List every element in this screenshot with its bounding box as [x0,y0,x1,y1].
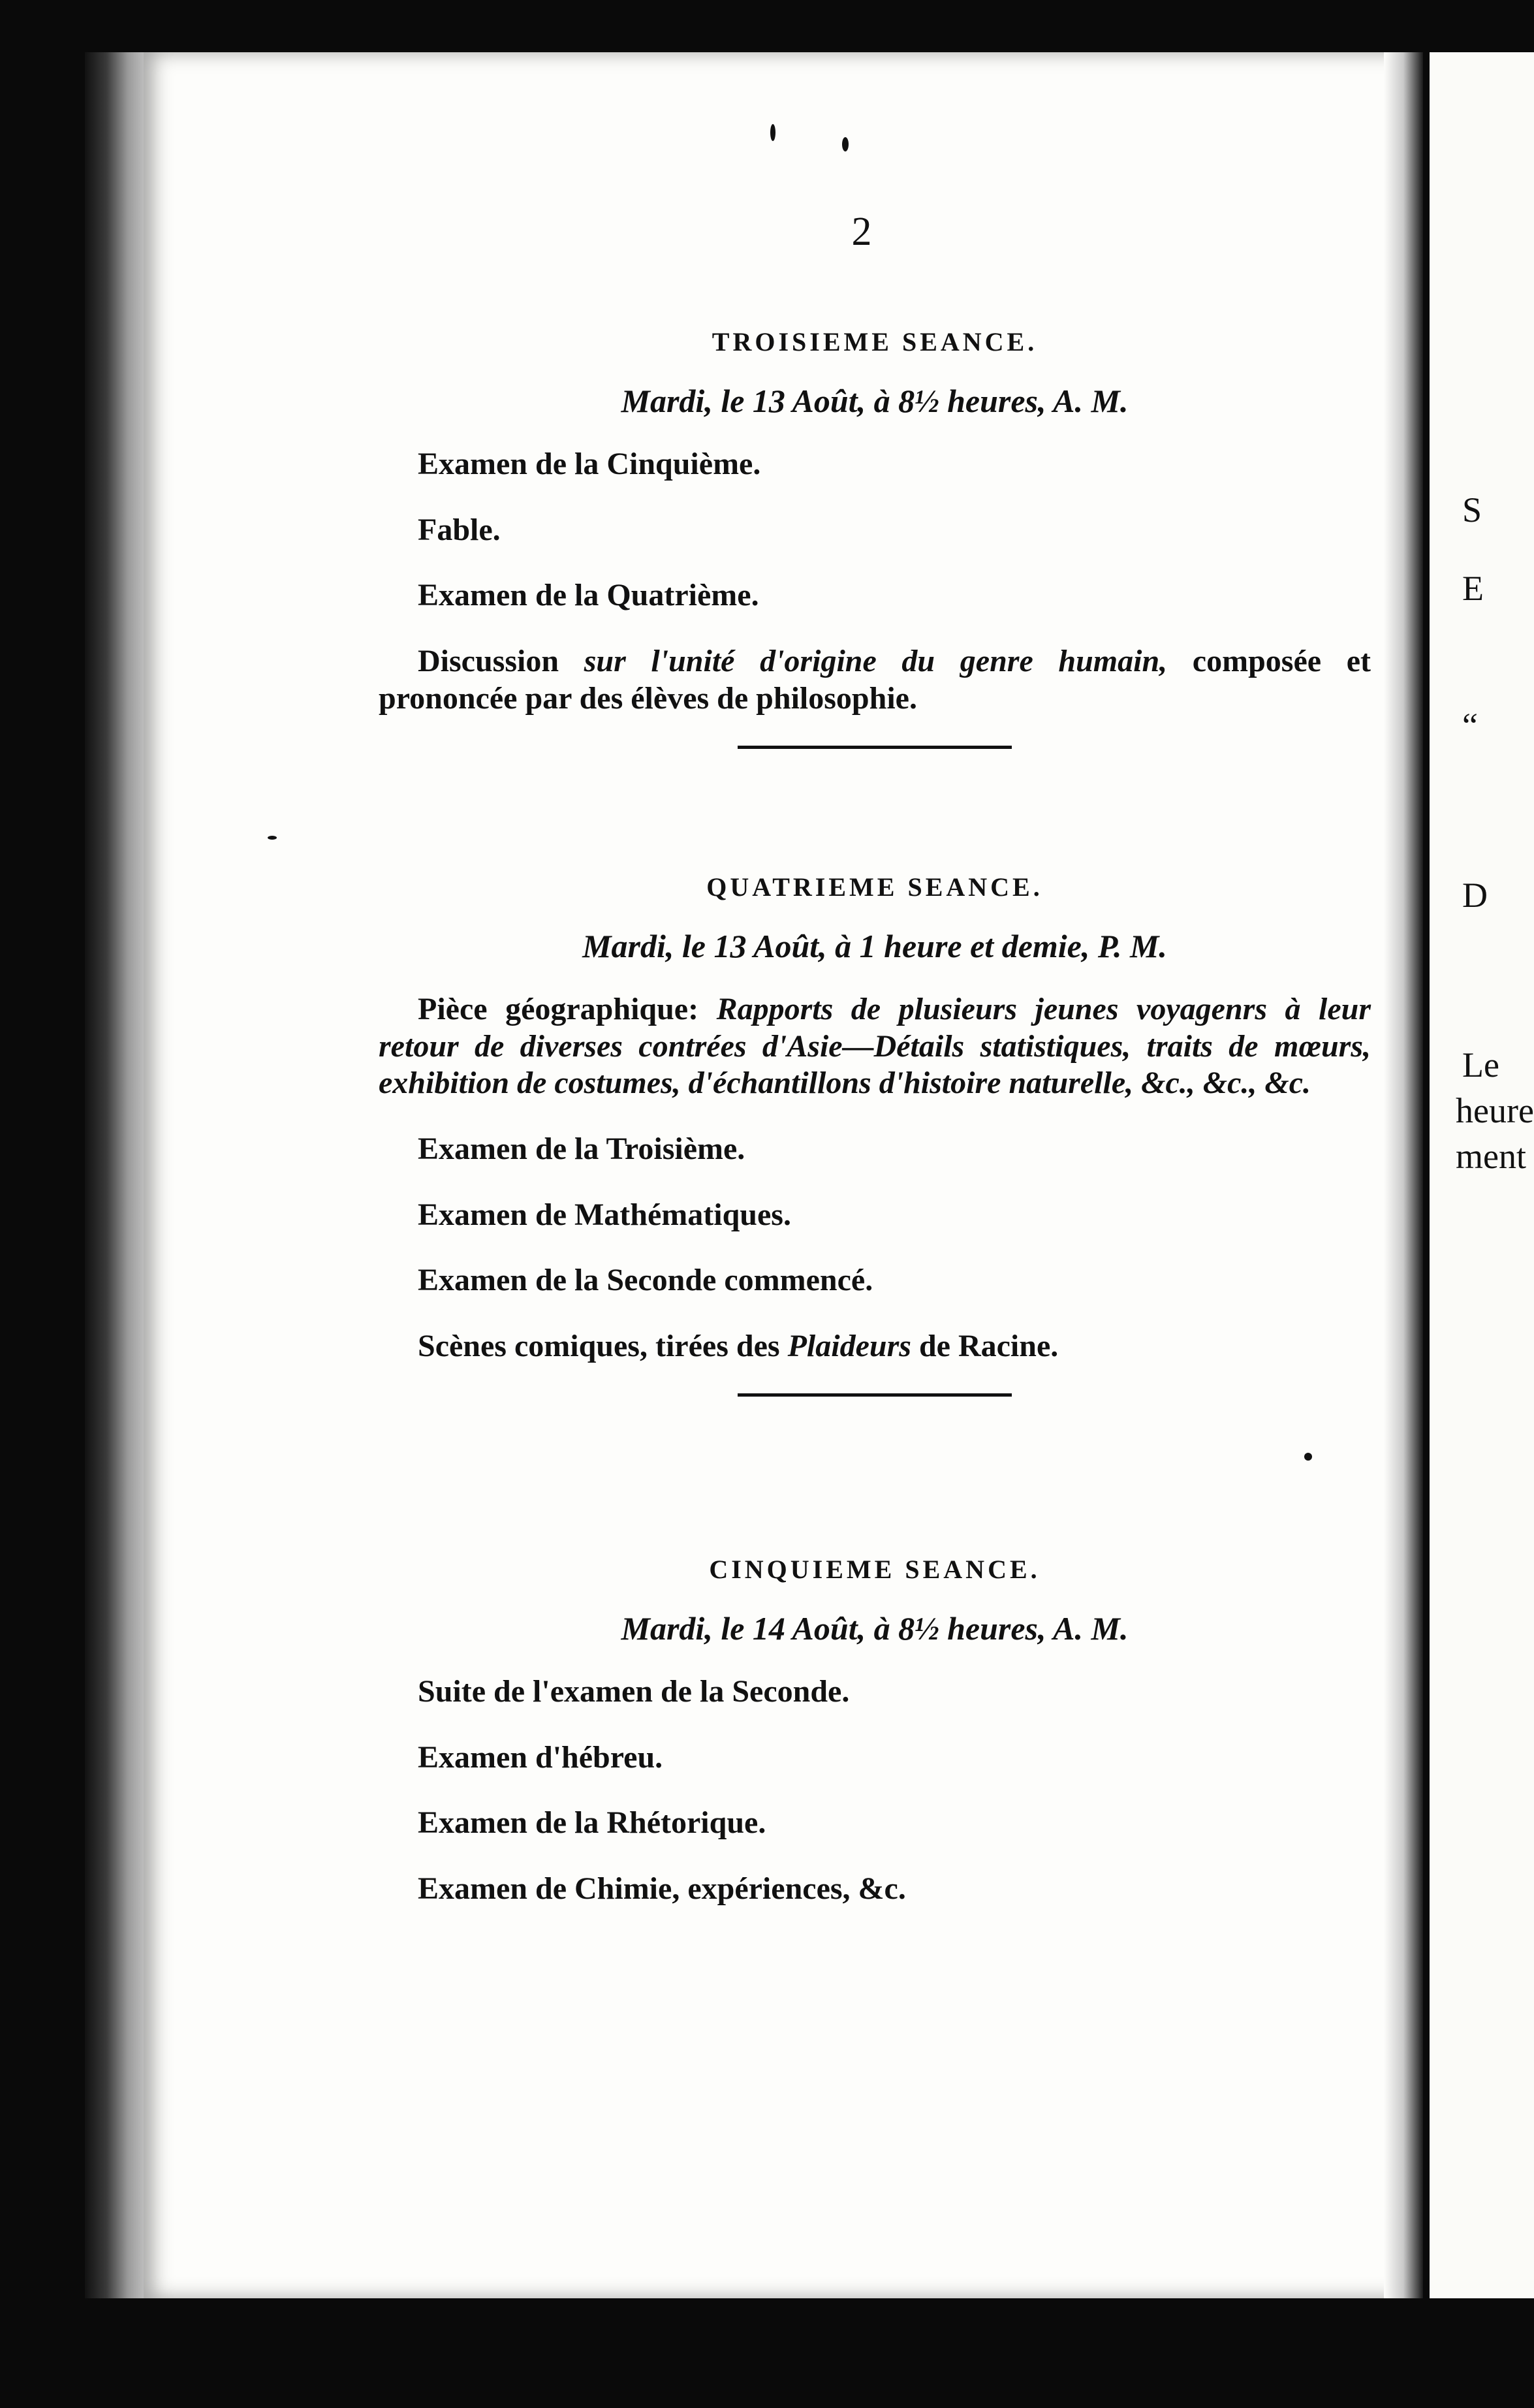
facing-text-fragment: heure [1456,1091,1534,1130]
program-item: Scènes comiques, tirées des Plaideurs de Racine. [418,1328,1059,1363]
program-item: Suite de l'examen de la Seconde. [418,1674,850,1709]
section-troisieme-seance [379,326,1371,788]
program-item: Examen de Chimie, expériences, &c. [418,1871,906,1906]
program-item: Examen de la Seconde commencé. [418,1263,873,1298]
program-item: Discussion sur l'unité d'origine du genre humain, composée et prononcée par des élèves de philosophie. [379,643,1371,716]
scan-speck [842,137,849,151]
scan-speck [770,124,775,141]
section-title: TROISIEME SEANCE. [712,327,1038,356]
section-divider [738,1393,1012,1397]
document-page [144,52,1417,2298]
page-number: 2 [851,210,872,254]
section-date: Mardi, le 14 Août, à 8½ heures, A. M. [621,1610,1129,1647]
program-item: Fable. [418,512,501,547]
program-item: Examen de la Rhétorique. [418,1805,766,1841]
program-item: Examen de la Troisième. [418,1131,745,1166]
section-divider [738,746,1012,749]
scan-speck [1304,1453,1312,1461]
program-item: Examen de la Quatrième. [418,578,759,613]
section-cinquieme-seance [379,1554,1371,1937]
facing-text-fragment: S [1462,490,1482,530]
facing-text-fragment: “ [1462,706,1478,745]
scan-speck [268,836,277,840]
section-title: CINQUIEME SEANCE. [709,1555,1041,1584]
facing-text-fragment: ment [1456,1137,1526,1176]
program-item: Examen de la Cinquième. [418,447,761,481]
section-date: Mardi, le 13 Août, à 1 heure et demie, P. M. [582,928,1167,964]
section-quatrieme-seance [379,872,1371,1436]
section-date: Mardi, le 13 Août, à 8½ heures, A. M. [621,383,1129,419]
page-gutter-shadow [1384,52,1423,2298]
facing-text-fragment: E [1462,569,1484,608]
section-title: QUATRIEME SEANCE. [706,872,1043,902]
program-item: Examen d'hébreu. [418,1739,663,1775]
facing-page-edge [1430,52,1534,2298]
program-item: Examen de Mathématiques. [418,1197,791,1232]
program-item: Pièce géographique: Rapports de plusieurs jeunes voyagenrs à leur retour de diverses contrées d'Asie—Détails statistiques, traits de mœurs, exhibition de costumes, d'échantillons d'histoire naturelle, &c., &c., &c. [379,992,1371,1101]
facing-text-fragment: D [1462,876,1488,915]
facing-text-fragment: Le [1462,1045,1499,1085]
